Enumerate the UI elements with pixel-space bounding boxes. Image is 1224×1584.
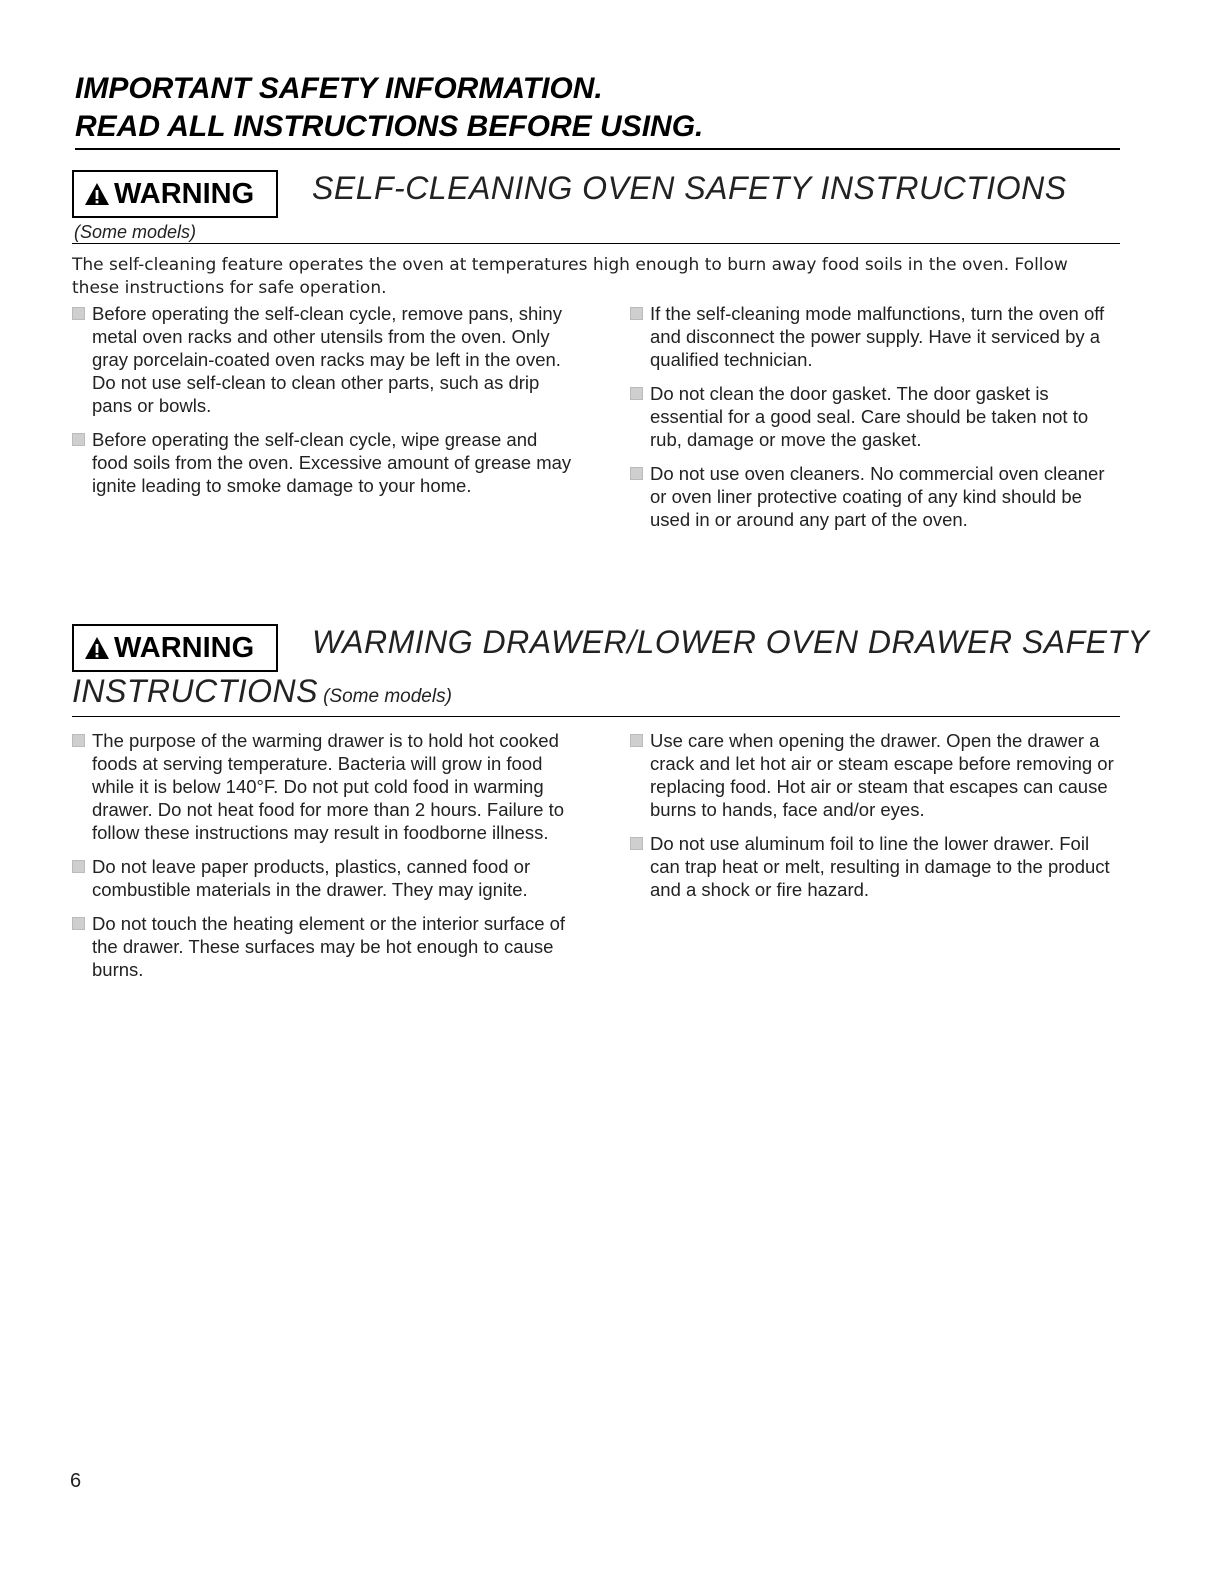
right-column — [630, 729, 1120, 992]
list-item: Do not leave paper products, plastics, canned food or combustible materials in the drawer. They may ignite. — [72, 855, 572, 901]
square-bullet-icon — [72, 860, 85, 873]
square-bullet-icon — [630, 387, 643, 400]
square-bullet-icon — [630, 734, 643, 747]
square-bullet-icon — [630, 467, 643, 480]
warning-triangle-icon — [84, 182, 110, 206]
square-bullet-icon — [72, 917, 85, 930]
list-item: Use care when opening the drawer. Open the drawer a crack and let hot air or steam escape before removing or replacing food. Hot air or steam that escapes can cause burns to hands, face and/or eyes. — [630, 729, 1120, 821]
section-header — [72, 170, 1120, 222]
warming-drawer-section — [72, 624, 1150, 992]
section-subtitle-rule — [72, 222, 1120, 244]
warning-label: WARNING — [114, 177, 255, 210]
section-header — [72, 624, 1150, 676]
list-item: Do not use oven cleaners. No commercial oven cleaner or oven liner protective coating of any kind should be used in or around any part of the oven. — [630, 462, 1120, 531]
page-title-line1: IMPORTANT SAFETY INFORMATION. — [75, 72, 603, 105]
warning-triangle-icon — [84, 636, 110, 660]
page-number: 6 — [70, 1470, 82, 1492]
section-intro: The self-cleaning feature operates the oven at temperatures high enough to burn away food soils in the oven. Follow these instructions for safe operation. — [72, 255, 1068, 298]
page-title-line2: READ ALL INSTRUCTIONS BEFORE USING. — [75, 110, 704, 143]
right-column — [630, 302, 1120, 542]
self-cleaning-section — [72, 170, 1120, 542]
square-bullet-icon — [72, 734, 85, 747]
warning-badge — [72, 624, 278, 672]
square-bullet-icon — [630, 307, 643, 320]
list-item: Do not use aluminum foil to line the lower drawer. Foil can trap heat or melt, resulting in damage to the product and a shock or fire hazard. — [630, 832, 1120, 901]
section-title: WARMING DRAWER/LOWER OVEN DRAWER SAFETY — [312, 624, 1150, 660]
left-column — [72, 302, 572, 542]
warning-badge — [72, 170, 278, 218]
list-item: Do not clean the door gasket. The door gasket is essential for a good seal. Care should be taken not to rub, damage or move the gasket. — [630, 382, 1120, 451]
section-title: SELF-CLEANING OVEN SAFETY INSTRUCTIONS — [312, 170, 1067, 206]
section-columns — [72, 302, 1120, 542]
list-item: The purpose of the warming drawer is to hold hot cooked foods at serving temperature. Bacteria will grow in food while it is below 140°F. Do not put cold food in warming drawer. Do not heat food for more than 2 hours. Failure to follow these instructions may result in foodborne illness. — [72, 729, 572, 844]
section-subtitle: (Some models) — [74, 222, 197, 242]
list-item: Before operating the self-clean cycle, wipe grease and food soils from the oven. Excessive amount of grease may ignite leading to smoke damage to your home. — [72, 428, 572, 497]
section-title-cont: INSTRUCTIONS — [72, 673, 318, 709]
list-item: If the self-cleaning mode malfunctions, turn the oven off and disconnect the power supply. Have it serviced by a qualified technician. — [630, 302, 1120, 371]
warning-label: WARNING — [114, 631, 255, 664]
left-column — [72, 729, 572, 992]
square-bullet-icon — [630, 837, 643, 850]
page-title — [75, 70, 1120, 150]
list-item: Before operating the self-clean cycle, remove pans, shiny metal oven racks and other utensils from the oven. Only gray porcelain-coated oven racks may be left in the oven. Do not use self-clean to clean other parts, such as drip pans or bowls. — [72, 302, 572, 417]
list-item: Do not touch the heating element or the interior surface of the drawer. These surfaces may be hot enough to cause burns. — [72, 912, 572, 981]
section-subtitle: (Some models) — [323, 686, 452, 707]
section-columns — [72, 729, 1120, 992]
square-bullet-icon — [72, 307, 85, 320]
section-title-rule — [72, 672, 1120, 717]
square-bullet-icon — [72, 433, 85, 446]
